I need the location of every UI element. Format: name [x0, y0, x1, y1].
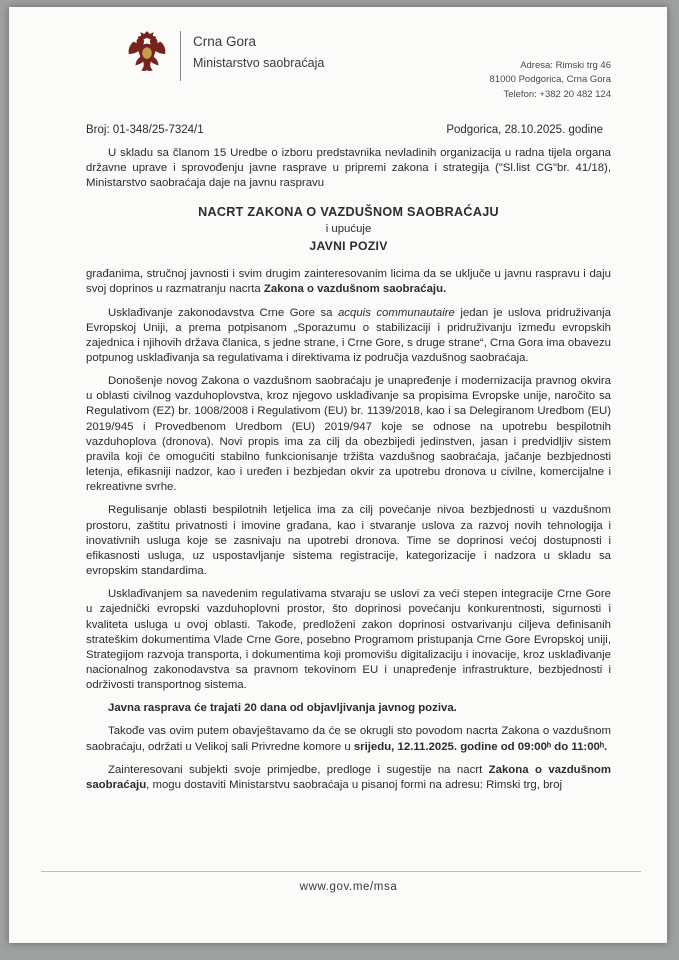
footer-website: www.gov.me/msa: [299, 881, 398, 893]
paragraph-submissions: Zainteresovani subjekti svoje primjedbe, predloge i sugestije na nacrt Zakona o vazdušnom saobraćaju, mogu dostaviti Ministarstvu saobraćaja u pisanoj formi na adresu: Rimski trg, broj: [86, 763, 611, 791]
letterhead: [86, 29, 611, 102]
document-footer: [86, 871, 611, 893]
document-title: NACRT ZAKONA O VAZDUŠNOM SAOBRAĆAJU: [198, 205, 499, 220]
reference-row: [86, 124, 611, 136]
address-line: 81000 Podgorica, Crna Gora: [489, 74, 611, 86]
paragraph-drone-regulation: Regulisanje oblasti bespilotnih letjelica ima za cilj povećanje nivoa bezbjednosti u vazdušnom prostoru, zaštitu privatnosti i imovine građana, kao i stvaranje uslova za razvoj novih tehnologija i inovativnih usluga koje se zasnivaju na upotrebi dronova. Time se doprinosi većoj dostupnosti i efikasnosti usluga, uz uspostavljanje sistema registracije, kategorizacije i nadzora u skladu sa evropskim standardima.: [86, 504, 611, 578]
connector-text: i upućuje: [325, 223, 372, 236]
paragraph-duration: Javna rasprava će trajati 20 dana od objavljivanja javnog poziva.: [108, 702, 457, 715]
coat-of-arms-icon: [126, 29, 168, 81]
brand-text: [193, 29, 324, 70]
paragraph-eu-integration: Usklađivanjem sa navedenim regulativama stvaraju se uslovi za veći stepen integracije Crne Gore u zajednički evropski vazduhoplovni prostor, što doprinosi povećanju konkurentnosti, sigurnosti i kvaliteta usluga u ovoj oblasti. Takođe, predloženi zakon doprinosi ostvarivanju ciljeva definisanih strateškim dokumentima Vlade Crne Gore, posebno Programom pristupanja Crne Gore Evropskoj uniji, Strategijom razvoja transporta, i dokumentima koji promovišu digitalizaciju i inovacije, kroz usklađivanje nacionalnog zakonodavstva sa pravnom tekovinom EU i unapređenje infrastrukture, bezbjednosti i održivosti transportnog sistema.: [86, 588, 611, 692]
document-body: [86, 146, 611, 801]
document-number: Broj: 01-348/25-7324/1: [86, 123, 204, 136]
brand-divider: [180, 31, 181, 81]
paragraph-invitation: građanima, stručnoj javnosti i svim drugim zainteresovanim licima da se uključe u javnu raspravu i daju svoj doprinos u razmatranju nacrta Zakona o vazdušnom saobraćaju.: [86, 268, 611, 296]
paragraph-law-purpose: Donošenje novog Zakona o vazdušnom saobraćaju je unapređenje i modernizacija pravnog okvira u oblasti civilnog vazduhoplovstva, kroz njegovo usklađivanje sa propisima Evropske unije, naročito sa Regulativom (EZ) br. 1008/2008 i Regulativom (EU) br. 1139/2018, kao i sa Delegiranom Uredbom (EU) 2019/945 i Provedbenom Uredbom (EU) 2019/947 koje se odnose na upotrebu bespilotnih vazduhoplova (dronova). Novi propis ima za cilj da obezbijedi jedinstven, jasan i predvidljiv sistem pravila koji će omogućiti stabilno funkcionisanje tržišta vazdušnog saobraćaja, jačanje bezbjednosti letenja, efikasniji nadzor, kao i uređen i bezbjedan okvir za upotrebu dronova u civilne, komercijalne i rekreativne svrhe.: [86, 375, 611, 494]
address-line: Telefon: +382 20 482 124: [503, 88, 611, 100]
ministry-name: Ministarstvo saobraćaja: [193, 56, 325, 70]
paragraph-eu-alignment: Usklađivanje zakonodavstva Crne Gore sa acquis communautaire jedan je uslova pridruživanja Evropskoj Uniji, a prema potpisanom „Sporazumu o stabilizaciji i pridruživanju između evropskih zajednica i njihovih država članica, s jedne strane, i Crne Gore, s druge strane“, Crna Gora ima obavezu potpunog usklađivanja sa regulativama i direktivama iz područja vazdušnog saobraćaja.: [86, 306, 611, 364]
intro-paragraph: U skladu sa članom 15 Uredbe o izboru predstavnika nevladinih organizacija u radna tijela organa državne uprave i sprovođenju javne rasprave u pripremi zakona i strategija ("Sl.list CG"br. 41/18), Ministarstvo saobraćaja daje na javnu raspravu: [86, 146, 611, 190]
paragraph-roundtable: Takođe vas ovim putem obavještavamo da će se okrugli sto povodom nacrta Zakona o vazdušnom saobraćaju, održati u Velikoj sali Privredne komore u srijedu, 12.11.2025. godine od 09:00ʰ do 11:00ʰ.: [86, 725, 611, 753]
address-block: [490, 29, 611, 102]
footer-divider: [41, 871, 641, 872]
document-page: [9, 7, 667, 943]
public-call-title: JAVNI POZIV: [309, 239, 388, 254]
country-name: Crna Gora: [193, 34, 257, 49]
address-line: Adresa: Rimski trg 46: [520, 60, 611, 71]
ministry-brand: [126, 29, 324, 81]
document-date: Podgorica, 28.10.2025. godine: [446, 123, 603, 136]
